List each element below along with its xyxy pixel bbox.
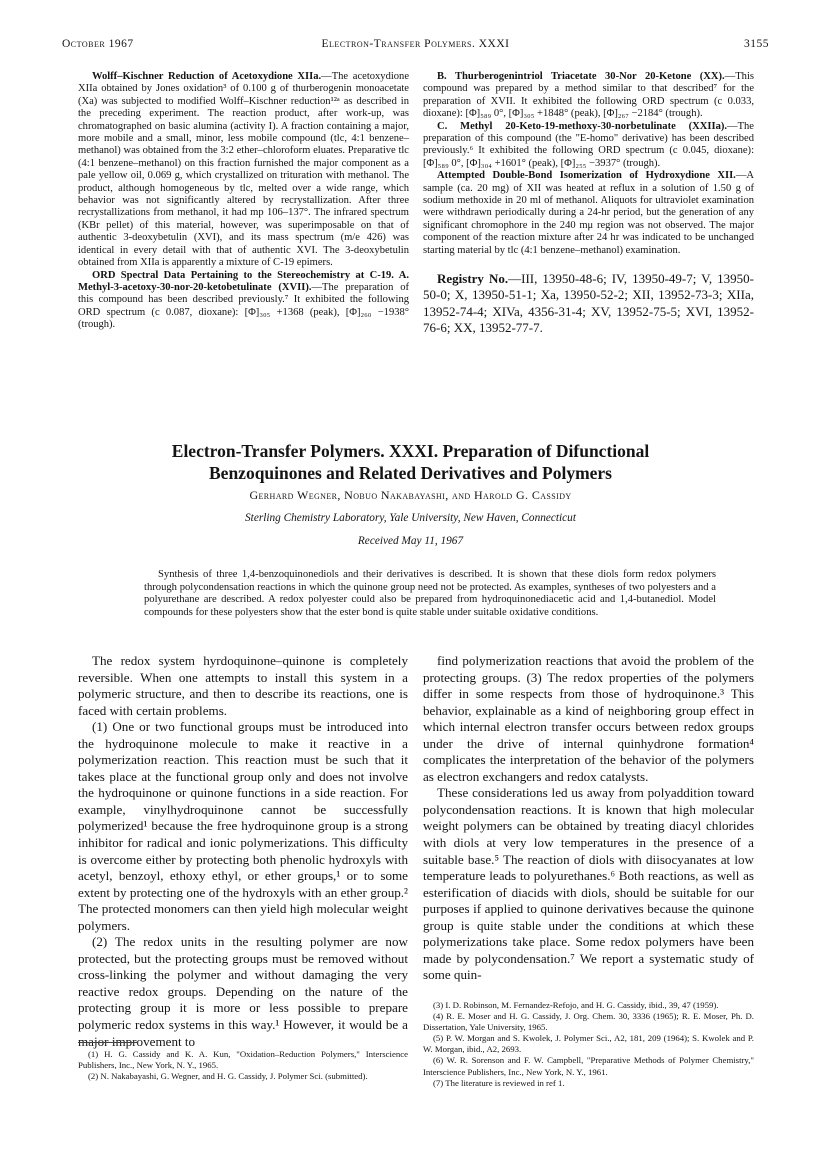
header-date: October 1967 [62, 38, 134, 50]
registry-heading: Registry No. [437, 271, 509, 287]
footnote: (2) N. Nakabayashi, G. Wegner, and H. G. Cassidy, J. Polymer Sci. (submitted). [88, 1071, 368, 1082]
paragraph-heading: ORD Spectral Data Pertaining to the Stereochemistry at C-19. A. Methyl-3-acetoxy-30-nor-20-ketobetulinate (XVII). [78, 269, 409, 293]
paragraph-heading: C. Methyl 20-Keto-19-methoxy-30-norbetulinate (XXIIa). [437, 120, 728, 132]
registry-text: —III, 13950-48-6; IV, 13950-49-7; V, 13950-50-0; X, 13950-51-1; Xa, 13950-52-2; XII, 13952-73-3; XIIa, 13952-74-4; XIVa, 4356-31-4; XV, 13952-75-5; XVI, 13952-76-6; XX, 13952-77-7. [423, 271, 754, 335]
article-body-right-column [423, 653, 754, 984]
article-title-line: Benzoquinones and Related Derivatives and Polymers [209, 463, 612, 483]
article-abstract: Synthesis of three 1,4-benzoquinonediols and their derivatives is described. It is shown that these diols form redox polymers through polycondensation reactions in which the quinone group need not be protected. As examples, syntheses of two polyesters and a polyurethane are described. A redox polyester could also be prepared from hydroquinonediacetic acid and 1,4-butanediol. Model compounds for these polyesters show that the ester bond is quite stable under suitable oxidative conditions. [144, 569, 716, 618]
footnote: (7) The literature is reviewed in ref 1. [433, 1077, 565, 1088]
footnote: (3) I. D. Robinson, M. Fernandez-Refojo, and H. G. Cassidy, ibid., 39, 47 (1959). [433, 1000, 719, 1010]
experimental-paragraph [423, 121, 754, 171]
paragraph-text: —The preparation of this compound (the "E-homo" derivative) has been described previously.⁶ It exhibited the following ORD spectrum (c 0.045, dioxane): [Φ]₅₈₉ 0°, [Φ]₃₀₄ +1601° (peak), [Φ]₂₅₅ −3937° (trough). [423, 120, 754, 169]
article-title-line: Electron-Transfer Polymers. XXXI. Preparation of Difunctional [171, 441, 650, 461]
body-paragraph: These considerations led us away from polyaddition toward polycondensation reactions. It is known that high molecular weight polymers can be obtained by treating diacyl chlorides with diols at very low temperatures in the presence of a suitable base.⁵ The reaction of diols with diisocyanates at low temperature leads to polyurethanes.⁶ Both reactions, as well as esterification of diacids with diols, should be suitable for our purposes if applied to quinone derivatives because the quinone group is quite stable under the conditions at which these polymerizations take place. Some redox polymers have been made by polycondensation.⁷ We report a systematic study of some quin- [423, 785, 754, 983]
paragraph-text: —A sample (ca. 20 mg) of XII was heated at reflux in a solution of 1.50 g of sodium methoxide in 20 ml of methanol. Aliquots for ultraviolet examination were withdrawn periodically during a 24-hr period, but the generation of any significant chromophore in the 240 mμ region was not observed. The major component of the reaction mixture after 24 hr was indicated to be unchanged starting material by tlc (4:1 benzene–methanol) examination. [423, 170, 754, 256]
paragraph-heading: B. Thurberogenintriol Triacetate 30-Nor 20-Ketone (XX). [437, 71, 725, 82]
header-page-number: 3155 [744, 38, 769, 50]
registry-numbers [423, 271, 754, 336]
experimental-paragraph [78, 270, 409, 332]
article-received-date: Received May 11, 1967 [357, 535, 464, 547]
body-paragraph: The redox system hyrdoquinone–quinone is completely reversible. When one attempts to install this system in a polymeric structure, and then to describe its reactions, one is faced with certain problems. [78, 653, 408, 718]
prev-article-left-column [78, 71, 409, 332]
footnote: (1) H. G. Cassidy and K. A. Kun, "Oxidation–Reduction Polymers," Interscience Publishers, Inc., New York, N. Y., 1965. [78, 1049, 408, 1071]
article-authors: Gerhard Wegner, Nobuo Nakabayashi, and Harold G. Cassidy [249, 488, 572, 502]
experimental-paragraph [78, 71, 409, 270]
article-body-left-column [78, 653, 408, 1050]
running-header [62, 38, 769, 54]
article-affiliation: Sterling Chemistry Laboratory, Yale University, New Haven, Connecticut [245, 512, 576, 524]
article-title [40, 440, 781, 484]
body-paragraph: find polymerization reactions that avoid the problem of the protecting groups. (3) The redox properties of the polymers differ in some respects from those of hydroquinone.³ This behavior, explainable as a kind of neighboring group effect in which internal electron transfer occurs between redox groups under the drive of internal quinhydrone formation⁴ complicates the interpretation of the behavior of the polymers as electron exchangers and redox catalysts. [423, 653, 754, 784]
footnote: (4) R. E. Moser and H. G. Cassidy, J. Org. Chem. 30, 3336 (1965); R. E. Moser, Ph. D. Dissertation, Yale University, 1965. [423, 1011, 754, 1033]
experimental-paragraph [423, 170, 754, 257]
prev-article-right-column [423, 71, 754, 336]
paragraph-text: —The acetoxydione XIIa obtained by Jones oxidation³ of 0.100 g of thurberogenin monoacetate (Xa) was subjected to modified Wolff–Kischner reduction¹²ᵃ as described in the preceding experiment. The reaction product, after work-up, was chromatographed on basic alumina (activity I). A fraction containing a major, more mobile and a small, minor, less mobile compound (tlc, 4:1 benzene–methanol) was obtained from the 3:2 ether–chloroform eluates. Preparative tlc (4:1 benzene–methanol) on this fraction furnished the major component as a pale yellow oil, 0.069 g, which crystallized on trituration with methanol. The product, although homogeneous by tlc, melted over a wide range, which behavior was not significantly altered by recrystallization. After three recrystallizations from methanol, it had mp 106–137°. The infrared spectrum (KBr pellet) of this material, however, was superimposable on that of authentic 3-deoxybetulin (XVI), and its mass spectrum (m/e 426) was identical in every detail with that of authentic XVI. The 3-deoxybetulin obtained from XIIa is apparently a mixture of C-19 epimers. [78, 71, 410, 269]
paragraph-heading: Wolff–Kischner Reduction of Acetoxydione XIIa. [92, 71, 322, 82]
paragraph-text: —This compound was prepared by a method similar to that described⁷ for the preparation of XVII. It exhibited the following ORD spectrum (c 0.033, dioxane): [Φ]₅₈₉ 0°, [Φ]₃₀₅ +1848° (peak), [Φ]₂₆₇ −2184° (trough). [423, 71, 754, 120]
header-journal-title: Electron-Transfer Polymers. XXXI [321, 38, 510, 50]
paragraph-heading: Attempted Double-Bond Isomerization of Hydroxydione XII. [437, 170, 736, 182]
paragraph-text: —The preparation of this compound has been described previously.⁷ It exhibited the following ORD spectrum (c 0.087, dioxane): [Φ]₃₀₅ +1368 (peak), [Φ]₂₆₀ −1938° (trough). [78, 281, 410, 331]
footnote-divider [78, 1042, 138, 1043]
body-paragraph: (1) One or two functional groups must be introduced into the hydroquinone molecule to make it reactive in a polymerization reaction. This reaction must be such that it takes place at the functional group only and does not involve the hydroquinone or quinone functions in a side reaction. For example, vinylhydroquinone cannot be successfully polymerized¹ because the free hydroquinone group is a strong inhibitor for radical and ionic polymerizations. This difficulty is overcome either by protecting both phenolic hydroxyls with acetyl, benzoyl, ethoxy ethyl, or ether groups,¹ or to some extent by protecting one of the hydroxyls with an ether group.² The protected monomers can then yield high molecular weight polymers. [78, 719, 408, 933]
footnotes-right [423, 1000, 754, 1089]
footnotes-left [78, 1049, 408, 1082]
experimental-paragraph [423, 71, 754, 121]
body-paragraph: (2) The redox units in the resulting polymer are now protected, but the protecting groups must be removed without cross-linking the polymer and without damaging the very reactive redox groups. Depending on the nature of the protecting group it is more or less possible to prepare polymeric redox systems in this way.¹ However, it would be a major improvement to [78, 934, 408, 1049]
footnote: (6) W. R. Sorenson and F. W. Campbell, "Preparative Methods of Polymer Chemistry," Interscience Publishers, Inc., New York, N. Y., 1961. [423, 1055, 754, 1077]
footnote: (5) P. W. Morgan and S. Kwolek, J. Polymer Sci., A2, 181, 209 (1964); S. Kwolek and P. W. Morgan, ibid., A2, 2693. [423, 1033, 754, 1055]
